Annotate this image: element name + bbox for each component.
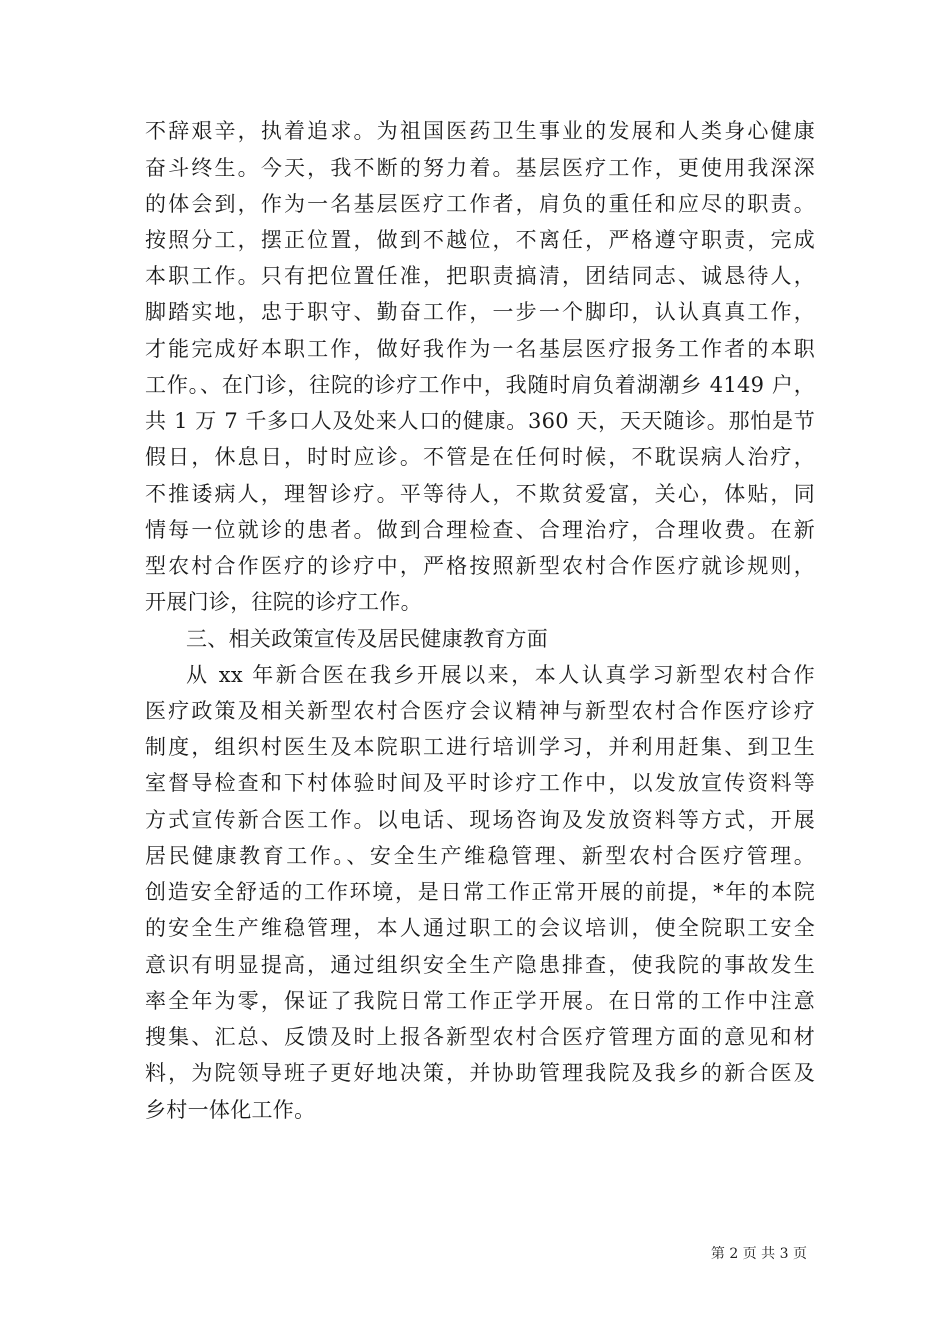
body-line: 从 xx 年新合医在我乡开展以来，本人认真学习新型农村合作 (186, 663, 815, 687)
body-line: 型农村合作医疗的诊疗中，严格按照新型农村合作医疗就诊规则， (145, 554, 815, 578)
body-line: 工作。、在门诊，往院的诊疗工作中，我随时肩负着湖潮乡 4149 户， (145, 373, 815, 397)
body-line: 共 1 万 7 千多口人及处来人口的健康。360 天，天天随诊。那怕是节 (145, 409, 815, 433)
body-line: 按照分工，摆正位置，做到不越位，不离任，严格遵守职责，完成 (145, 228, 815, 252)
body-line: 脚踏实地，忠于职守、勤奋工作，一步一个脚印，认认真真工作， (145, 300, 815, 324)
body-line: 乡村一体化工作。 (145, 1098, 316, 1122)
body-line: 不辞艰辛，执着追求。为祖国医药卫生事业的发展和人类身心健康 (145, 119, 815, 143)
body-line: 本职工作。只有把位置任准，把职责搞清，团结同志、诚恳待人， (145, 264, 815, 288)
body-line: 奋斗终生。今天，我不断的努力着。基层医疗工作，更使用我深深 (145, 156, 815, 180)
body-line: 居民健康教育工作。、安全生产维稳管理、新型农村合医疗管理。 (145, 844, 815, 868)
body-line: 不推诿病人，理智诊疗。平等待人，不欺贫爱富，关心，体贴，同 (145, 482, 815, 506)
body-line: 开展门诊，往院的诊疗工作。 (145, 590, 422, 614)
body-line: 方式宣传新合医工作。以电话、现场咨询及发放资料等方式，开展 (145, 808, 815, 832)
body-line: 制度，组织村医生及本院职工进行培训学习，并利用赶集、到卫生 (145, 735, 815, 759)
body-line: 情每一位就诊的患者。做到合理检查、合理治疗，合理收费。在新 (145, 518, 815, 542)
section-heading: 三、相关政策宣传及居民健康教育方面 (186, 627, 549, 651)
body-line: 假日，休息日，时时应诊。不管是在任何时候，不耽误病人治疗， (145, 445, 815, 469)
body-line: 搜集、汇总、反馈及时上报各新型农村合医疗管理方面的意见和材 (145, 1025, 815, 1049)
body-line: 室督导检查和下村体验时间及平时诊疗工作中，以发放宣传资料等 (145, 771, 815, 795)
body-line: 创造安全舒适的工作环境，是日常工作正常开展的前提，*年的本院 (145, 880, 815, 904)
body-line: 才能完成好本职工作，做好我作为一名基层医疗报务工作者的本职 (145, 337, 815, 361)
body-line: 率全年为零，保证了我院日常工作正学开展。在日常的工作中注意 (145, 989, 815, 1013)
body-line: 意识有明显提高，通过组织安全生产隐患排查，使我院的事故发生 (145, 953, 815, 977)
page-number: 第 2 页 共 3 页 (710, 1246, 807, 1262)
body-line: 的体会到，作为一名基层医疗工作者，肩负的重任和应尽的职责。 (145, 192, 815, 216)
body-line: 的安全生产维稳管理，本人通过职工的会议培训，使全院职工安全 (145, 916, 815, 940)
body-line: 医疗政策及相关新型农村合医疗会议精神与新型农村合作医疗诊疗 (145, 699, 815, 723)
body-line: 料，为院领导班子更好地决策，并协助管理我院及我乡的新合医及 (145, 1061, 815, 1085)
